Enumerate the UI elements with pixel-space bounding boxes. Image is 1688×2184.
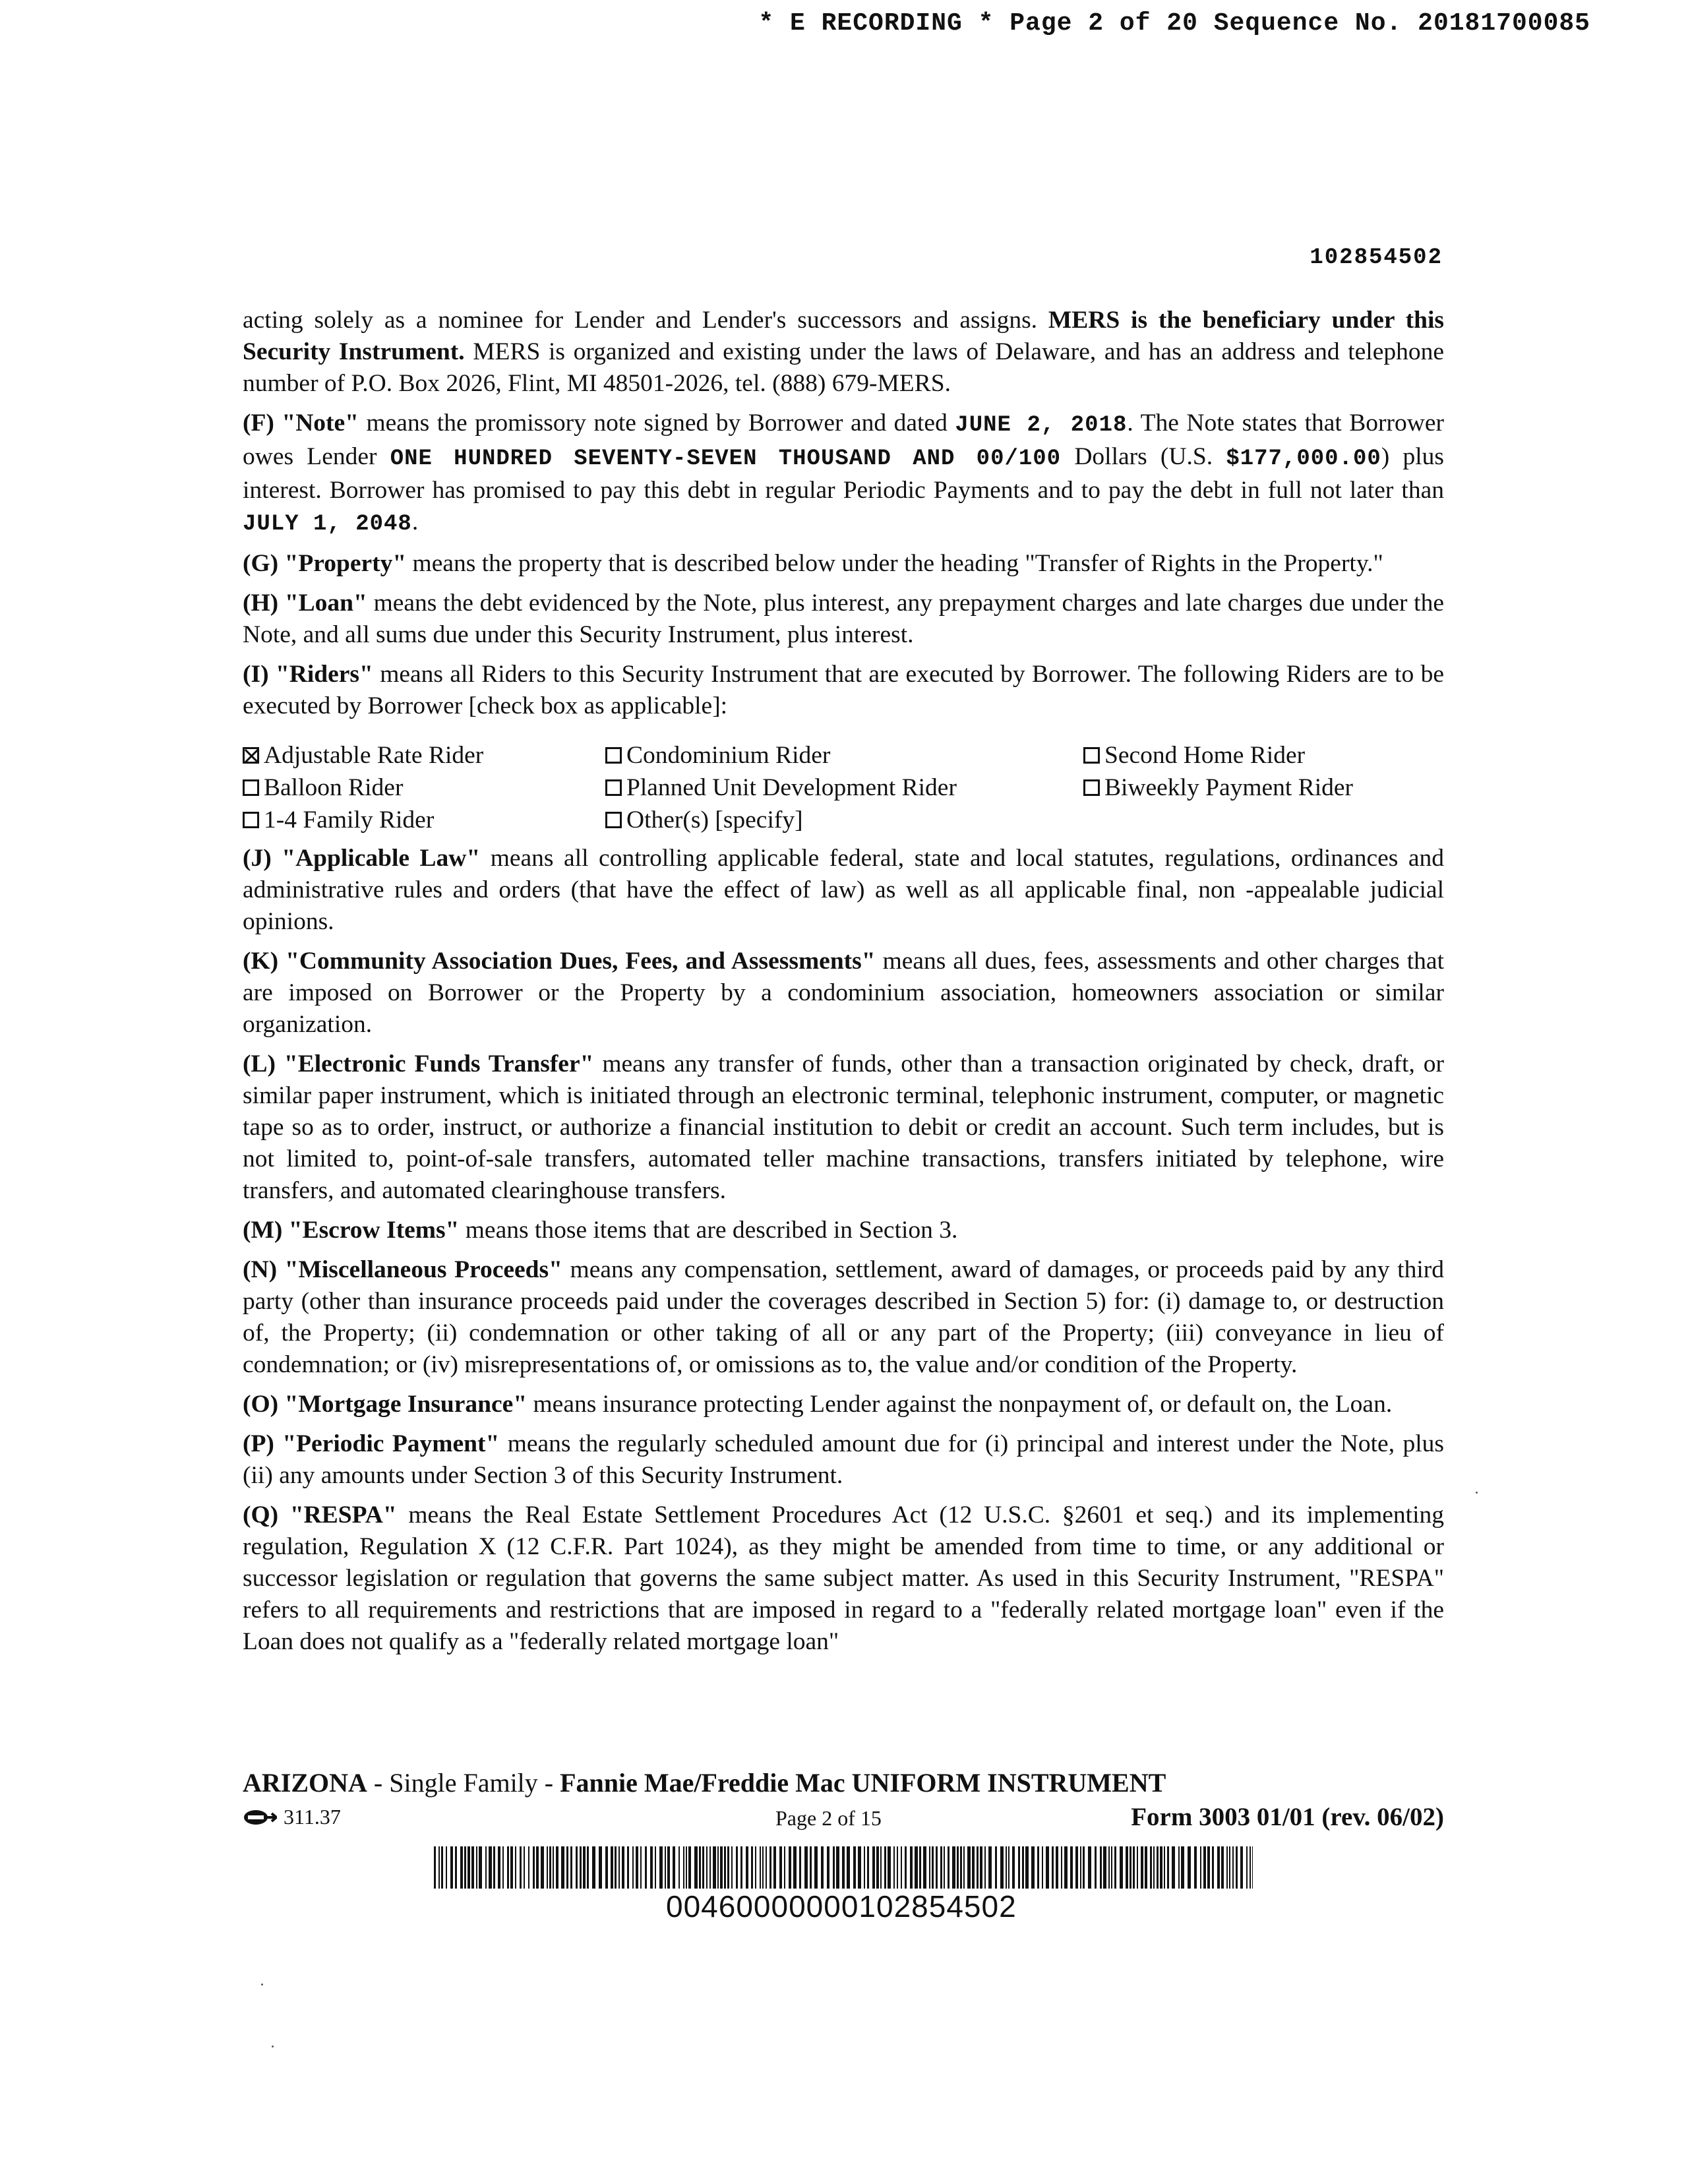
barcode-bar [683, 1846, 684, 1889]
barcode-bar [773, 1846, 776, 1889]
rider-item[interactable] [243, 739, 605, 772]
barcode-bar [936, 1846, 938, 1889]
scan-speck [261, 1984, 263, 1986]
barcode-bar [980, 1846, 982, 1889]
rider-label: Balloon Rider [264, 774, 404, 801]
note-date: JUNE 2, 2018 [955, 413, 1128, 438]
scan-speck [272, 2046, 274, 2048]
document-body [243, 305, 1444, 1666]
barcode-bar [779, 1846, 782, 1889]
note-text-5: . [411, 508, 419, 535]
barcode-bar [570, 1846, 572, 1889]
loan-number: 102854502 [1310, 245, 1443, 270]
barcode-bar [960, 1846, 962, 1889]
property-label: (G) "Property" [243, 550, 407, 577]
escrow-items-text: means those items that are described in Section 3. [459, 1217, 958, 1244]
barcode-bar [751, 1846, 753, 1889]
barcode-bar [489, 1846, 492, 1889]
barcode-bar [1100, 1846, 1102, 1889]
barcode-bar [611, 1846, 613, 1889]
barcode-bar [784, 1846, 785, 1889]
barcode-bar [622, 1846, 624, 1889]
barcode-bar [438, 1846, 440, 1889]
note-amount-words: ONE HUNDRED SEVENTY-SEVEN THOUSAND AND 00/100 [390, 446, 1062, 471]
barcode-bar [1008, 1846, 1010, 1889]
rider-label: Condominium Rider [626, 742, 831, 769]
barcode-bar [799, 1846, 801, 1889]
barcode-bar [1246, 1846, 1248, 1889]
barcode-bar [1108, 1846, 1110, 1889]
respa-text: means the Real Estate Settlement Procedures Act (12 U.S.C. §2601 et seq.) and its implementing regulation, Regulation X (12 C.F.R. Part 1024), as they might be amended from time to time, or any additional or successor legislation or regulation that governs the same subject matter. As used in this Security Instrument, "RESPA" refers to all requirements and restrictions that are imposed in regard to a "federally related mortgage loan" even if the Loan does not qualify as a "federally related mortgage loan" [243, 1502, 1444, 1655]
checkbox-icon[interactable] [605, 812, 622, 828]
barcode-bar [836, 1846, 839, 1889]
rider-item[interactable] [605, 772, 1083, 804]
barcode-bar [566, 1846, 568, 1889]
barcode-bar [665, 1846, 666, 1889]
barcode-bar [587, 1846, 589, 1889]
barcode-bar [471, 1846, 474, 1889]
barcode-bar [740, 1846, 742, 1889]
riders-text: means all Riders to this Security Instrument that are executed by Borrower. The following Riders are to be executed by Borrower [check box as applicable]: [243, 661, 1444, 719]
applicable-law-text: means all controlling applicable federal, state and local statutes, regulations, ordinances and administrative rules and orders (that have the effect of law) as well as all applicable final, non -appealable judicial opinions. [243, 845, 1444, 935]
barcode-bar [1114, 1846, 1116, 1889]
checkbox-icon[interactable] [1083, 779, 1100, 796]
barcode-bar [1061, 1846, 1062, 1889]
checkbox-icon[interactable] [605, 747, 622, 764]
barcode-bar [706, 1846, 708, 1889]
community-dues-text: means all dues, fees, assessments and other charges that are imposed on Borrower or the Property by a condominium association, homeowners association or similar organization. [243, 948, 1444, 1038]
barcode-bar [467, 1846, 470, 1889]
barcode-bar [636, 1846, 638, 1889]
barcode-bar [1120, 1846, 1123, 1889]
form-footer [243, 1767, 1444, 1834]
barcode-bar [1018, 1846, 1020, 1889]
vmp-code [243, 1805, 341, 1829]
note-text-2: . The Note states that Borrower owes Lender [243, 410, 1444, 470]
barcode-bar [498, 1846, 500, 1889]
definition-loan [243, 588, 1444, 651]
note-text-3: Dollars (U.S. [1061, 443, 1226, 470]
barcode-bar [884, 1846, 886, 1889]
scan-speck [1476, 1492, 1478, 1494]
barcode-bar [510, 1846, 513, 1889]
barcode-bar [1217, 1846, 1220, 1889]
barcode-bar [864, 1846, 865, 1889]
intro-text-1: acting solely as a nominee for Lender and Lender's successors and assigns. [243, 307, 1048, 334]
barcode-bar [1229, 1846, 1230, 1889]
barcode-bar [1207, 1846, 1210, 1889]
barcode-bar [455, 1846, 457, 1889]
barcode-bar [547, 1846, 548, 1889]
barcode-bar [833, 1846, 835, 1889]
intro-text-2: MERS is organized and existing under the laws of Delaware, and has an address and telephone number of P.O. Box 2026, Flint, MI 48501-2026, tel. (888) 679-MERS. [243, 338, 1445, 397]
barcode-bar [1221, 1846, 1224, 1889]
barcode-bar [709, 1846, 711, 1889]
escrow-items-label: (M) "Escrow Items" [243, 1217, 460, 1244]
barcode-bar [893, 1846, 895, 1889]
barcode-bar [853, 1846, 856, 1889]
riders-label: (I) "Riders" [243, 661, 373, 688]
barcode-bar [1083, 1846, 1085, 1889]
barcode-bar [1064, 1846, 1068, 1889]
barcode-bar [948, 1846, 950, 1889]
barcode-bar [688, 1846, 691, 1889]
barcode-bar [905, 1846, 907, 1889]
barcode-bar [923, 1846, 926, 1889]
rider-item[interactable] [1083, 739, 1444, 772]
barcode-bar [1150, 1846, 1152, 1889]
barcode-bar [1181, 1846, 1184, 1889]
note-maturity-date: JULY 1, 2048 [243, 512, 412, 537]
footer-title [243, 1767, 1444, 1798]
rider-item[interactable] [1083, 772, 1444, 804]
barcode-bar [1232, 1846, 1234, 1889]
barcode-bar [888, 1846, 891, 1889]
definition-respa [243, 1500, 1444, 1658]
barcode-bar [1178, 1846, 1180, 1889]
definition-periodic-payment [243, 1428, 1444, 1492]
barcode-bar [967, 1846, 971, 1889]
barcode-bar [1153, 1846, 1155, 1889]
barcode-bar [576, 1846, 578, 1889]
barcode-bar [1000, 1846, 1004, 1889]
barcode-bar [1037, 1846, 1039, 1889]
barcode-bar [645, 1846, 647, 1889]
barcode-bar [858, 1846, 861, 1889]
barcode-bar [446, 1846, 447, 1889]
barcode-bar [814, 1846, 818, 1889]
barcode-bar [1194, 1846, 1197, 1889]
barcode-bar [1042, 1846, 1043, 1889]
barcode-bar [988, 1846, 992, 1889]
eft-text: means any transfer of funds, other than a transaction originated by check, draft, or similar paper instrument, which is initiated through an electronic terminal, telephonic instrument, computer, or magnetic tape so as to order, instruct, or authorize a financial institution to debit or credit an account. Such term includes, but is not limited to, point-of-sale transfers, automated teller machine transactions, transfers initiated by telephone, wire transfers, and automated clearinghouse transfers. [243, 1050, 1444, 1204]
barcode-bar [460, 1846, 463, 1889]
barcode-bar [713, 1846, 716, 1889]
definition-community-dues [243, 946, 1444, 1041]
barcode-bar [1141, 1846, 1143, 1889]
barcode-bar [766, 1846, 767, 1889]
barcode-bar [615, 1846, 617, 1889]
definition-misc-proceeds [243, 1254, 1444, 1381]
definition-property [243, 548, 1444, 580]
barcode-bar [995, 1846, 997, 1889]
community-dues-label: (K) "Community Association Dues, Fees, and Assessments" [243, 948, 876, 975]
barcode-bar [1252, 1846, 1253, 1889]
barcode-bar [842, 1846, 845, 1889]
checkbox-icon[interactable] [243, 779, 259, 796]
barcode-bar [659, 1846, 663, 1889]
definition-escrow-items [243, 1215, 1444, 1246]
barcode-bar [520, 1846, 522, 1889]
barcode-bar [1167, 1846, 1169, 1889]
footer-row [243, 1801, 1444, 1834]
definition-applicable-law [243, 843, 1444, 938]
barcode-bar [1236, 1846, 1238, 1889]
barcode-bar [746, 1846, 748, 1889]
barcode-bar [1145, 1846, 1147, 1889]
barcode-bar [810, 1846, 812, 1889]
barcode-bar [549, 1846, 551, 1889]
barcode-bar [731, 1846, 733, 1889]
barcode-bar [1088, 1846, 1091, 1889]
barcode-bar [605, 1846, 608, 1889]
checkbox-icon[interactable] [1083, 747, 1100, 764]
barcode-bar [1022, 1846, 1024, 1889]
property-text: means the property that is described below under the heading "Transfer of Rights in the Property." [406, 550, 1383, 577]
checkbox-icon[interactable] [605, 779, 622, 796]
barcode-bar [984, 1846, 986, 1889]
barcode-bar [1052, 1846, 1054, 1889]
barcode-bar [655, 1846, 656, 1889]
barcode-bar [720, 1846, 723, 1889]
barcode-bar [880, 1846, 882, 1889]
barcode-bar [793, 1846, 797, 1889]
barcode-bar [479, 1846, 482, 1889]
vmp-code-text: 311.37 [284, 1805, 341, 1829]
barcode-bar [1164, 1846, 1165, 1889]
rider-item[interactable] [243, 804, 605, 836]
barcode-bar [694, 1846, 698, 1889]
barcode-bar [717, 1846, 719, 1889]
barcode-bar [464, 1846, 466, 1889]
barcode-bar [1240, 1846, 1243, 1889]
barcode-bar [1046, 1846, 1049, 1889]
barcode-bar [944, 1846, 945, 1889]
barcode-bar [789, 1846, 791, 1889]
barcode-bar [1200, 1846, 1201, 1889]
barcode-bar [485, 1846, 487, 1889]
rider-label: Second Home Rider [1104, 742, 1306, 769]
barcode-bar [536, 1846, 539, 1889]
barcode-bar [1095, 1846, 1097, 1889]
barcode-bar [919, 1846, 921, 1889]
misc-proceeds-label: (N) "Miscellaneous Proceeds" [243, 1256, 562, 1283]
rider-checklist [243, 739, 1444, 836]
barcode-bar [736, 1846, 738, 1889]
barcode-bar [1126, 1846, 1128, 1889]
note-text-4: ) plus interest. Borrower has promised to pay this debt in regular Periodic Payments and to pay the debt in full not later than [243, 443, 1444, 504]
barcode-bar [618, 1846, 620, 1889]
barcode-bar [686, 1846, 687, 1889]
barcode-bar [515, 1846, 516, 1889]
misc-proceeds-text: means any compensation, settlement, award of damages, or proceeds paid by any third party (other than insurance proceeds paid under the coverages described in Section 5) for: (i) damage to, or destruction of, the Property; (ii) condemnation or other taking of all or any part of the Property; (iii) conveyance in lieu of condemnation; or (iv) misrepresentations of, or omissions as to, the value and/or condition of the Property. [243, 1256, 1444, 1378]
barcode-bar [804, 1846, 808, 1889]
barcode-bar [1025, 1846, 1029, 1889]
barcode-bar [929, 1846, 930, 1889]
periodic-payment-label: (P) "Periodic Payment" [243, 1430, 500, 1457]
page-number: Page 2 of 15 [775, 1806, 882, 1830]
loan-label: (H) "Loan" [243, 590, 367, 617]
barcode-bar [450, 1846, 453, 1889]
barcode-bar [940, 1846, 942, 1889]
barcode-bar [1075, 1846, 1078, 1889]
barcode-bar [821, 1846, 824, 1889]
barcode-bar [640, 1846, 642, 1889]
barcode-bar [1157, 1846, 1159, 1889]
rider-label: 1-4 Family Rider [264, 806, 435, 834]
barcode-bar [678, 1846, 680, 1889]
barcode-bar [1226, 1846, 1228, 1889]
note-label: (F) "Note" [243, 410, 359, 437]
barcode-bar [493, 1846, 495, 1889]
barcode-bar [977, 1846, 979, 1889]
barcode-bar [667, 1846, 670, 1889]
rider-label: Planned Unit Development Rider [626, 774, 957, 801]
intro-bold: MERS is the beneficiary under this Security Instrument. [243, 307, 1444, 365]
barcode-bar [932, 1846, 934, 1889]
barcode-bar [755, 1846, 756, 1889]
mortgage-insurance-text: means insurance protecting Lender against the nonpayment of, or default on, the Loan. [527, 1391, 1393, 1418]
footer-sep: - Single Family - [367, 1768, 560, 1798]
barcode-bar [673, 1846, 675, 1889]
barcode-bar [1056, 1846, 1058, 1889]
barcode-bar [556, 1846, 558, 1889]
barcode-icon [434, 1846, 1253, 1889]
barcode-bar [528, 1846, 529, 1889]
barcode-bar [867, 1846, 869, 1889]
periodic-payment-text: means the regularly scheduled amount due for (i) principal and interest under the Note, plus (ii) any amounts under Section 3 of this Security Instrument. [243, 1430, 1445, 1489]
barcode-bar [561, 1846, 564, 1889]
barcode-bar [915, 1846, 918, 1889]
barcode-bar [1006, 1846, 1007, 1889]
checkbox-icon[interactable] [243, 812, 259, 828]
barcode-bar [769, 1846, 771, 1889]
barcode-bar [1080, 1846, 1081, 1889]
barcode-bar [650, 1846, 653, 1889]
intro-paragraph [243, 305, 1444, 400]
barcode-bar [760, 1846, 761, 1889]
barcode-bar [699, 1846, 701, 1889]
barcode-bar [727, 1846, 729, 1889]
barcode-bar [1160, 1846, 1162, 1889]
barcode-bar [1103, 1846, 1106, 1889]
footer-state: ARIZONA [243, 1768, 367, 1798]
barcode-bar [872, 1846, 875, 1889]
applicable-law-label: (J) "Applicable Law" [243, 845, 481, 872]
barcode-bar [541, 1846, 544, 1889]
rider-item[interactable] [605, 804, 1083, 836]
rider-item[interactable] [243, 772, 605, 804]
barcode-bar [1250, 1846, 1251, 1889]
barcode-bar [972, 1846, 975, 1889]
barcode-bar [847, 1846, 850, 1889]
barcode-bar [592, 1846, 595, 1889]
barcode-bar [724, 1846, 726, 1889]
respa-label: (Q) "RESPA" [243, 1502, 397, 1529]
mortgage-insurance-label: (O) "Mortgage Insurance" [243, 1391, 528, 1418]
barcode-bar [702, 1846, 704, 1889]
barcode-bar [1070, 1846, 1073, 1889]
note-amount: $177,000.00 [1226, 446, 1381, 471]
barcode-bar [827, 1846, 829, 1889]
barcode-bar [507, 1846, 509, 1889]
rider-item[interactable] [605, 739, 1083, 772]
barcode-bar [441, 1846, 443, 1889]
barcode-bar [599, 1846, 602, 1889]
rider-label: Biweekly Payment Rider [1104, 774, 1354, 801]
barcode-bar [1133, 1846, 1135, 1889]
checkbox-icon[interactable] [243, 747, 259, 764]
barcode-bar [434, 1846, 436, 1889]
barcode-bar [553, 1846, 554, 1889]
definition-eft [243, 1048, 1444, 1207]
vmp-logo-icon [243, 1808, 277, 1827]
definition-note [243, 408, 1444, 540]
barcode-number: 00460000000102854502 [666, 1889, 1017, 1924]
barcode-bar [533, 1846, 535, 1889]
barcode-bar [627, 1846, 629, 1889]
barcode-bar [1172, 1846, 1175, 1889]
form-number: Form 3003 01/01 (rev. 06/02) [1131, 1803, 1444, 1831]
barcode-bar [1031, 1846, 1035, 1889]
barcode-bar [876, 1846, 879, 1889]
barcode-bar [952, 1846, 955, 1889]
rider-label: Adjustable Rate Rider [264, 742, 484, 769]
barcode-bar [476, 1846, 477, 1889]
barcode-bar [1188, 1846, 1191, 1889]
barcode-bar [1111, 1846, 1112, 1889]
recording-header: * E RECORDING * Page 2 of 20 Sequence No. 20181700085 [758, 9, 1590, 38]
barcode-bar [910, 1846, 913, 1889]
barcode-bar [632, 1846, 634, 1889]
note-text-1: means the promissory note signed by Borrower and dated [358, 410, 955, 437]
barcode-bar [897, 1846, 898, 1889]
barcode-bar [957, 1846, 959, 1889]
footer-agency: Fannie Mae/Freddie Mac UNIFORM INSTRUMENT [560, 1768, 1166, 1798]
barcode-bar [580, 1846, 582, 1889]
barcode-bar [502, 1846, 504, 1889]
barcode-bar [901, 1846, 902, 1889]
eft-label: (L) "Electronic Funds Transfer" [243, 1050, 594, 1077]
barcode-bar [1137, 1846, 1138, 1889]
barcode-bar [1012, 1846, 1015, 1889]
definition-riders [243, 659, 1444, 722]
definition-mortgage-insurance [243, 1389, 1444, 1420]
barcode-bar [1203, 1846, 1206, 1889]
barcode-bar [963, 1846, 965, 1889]
barcode-bar [583, 1846, 586, 1889]
rider-label: Other(s) [specify] [626, 806, 803, 834]
barcode-bar [1212, 1846, 1214, 1889]
barcode-bar [1130, 1846, 1131, 1889]
loan-text: means the debt evidenced by the Note, plus interest, any prepayment charges and late charges due under the Note, and all sums due under this Security Instrument, plus interest. [243, 590, 1444, 648]
barcode-bar [524, 1846, 525, 1889]
barcode-bar [762, 1846, 764, 1889]
